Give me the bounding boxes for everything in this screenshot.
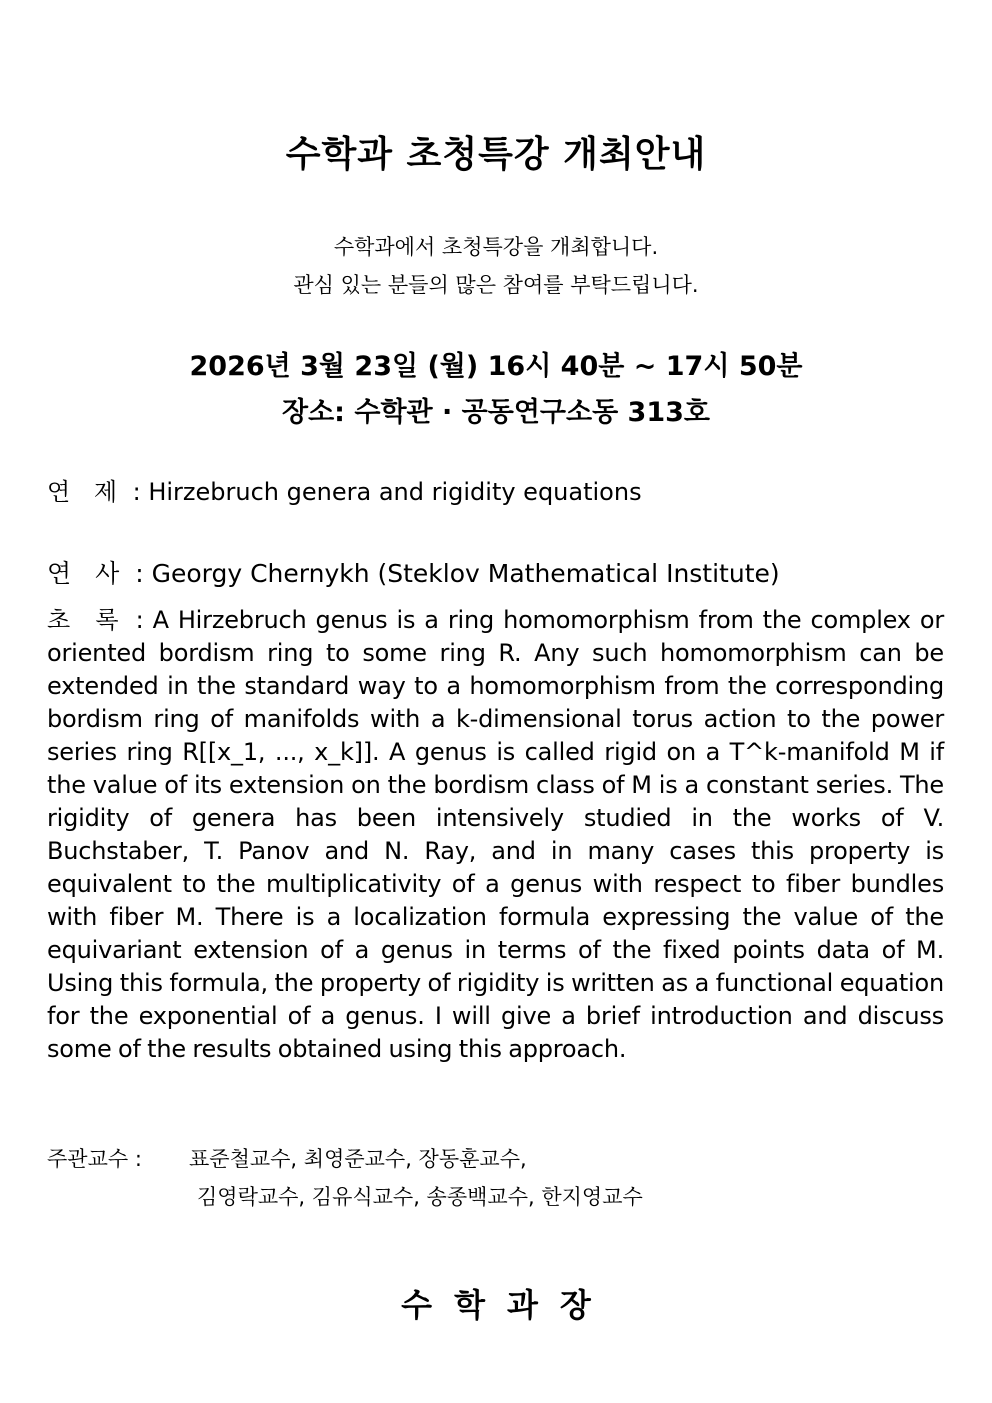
- event-datetime: 2026년 3월 23일 (월) 16시 40분 ~ 17시 50분: [189, 351, 803, 382]
- abstract-row: [47, 604, 944, 1066]
- speaker-separator: :: [127, 559, 152, 588]
- abstract-label: 초 록: [47, 606, 127, 634]
- topic-separator: :: [125, 478, 149, 506]
- page-title: 수학과 초청특강 개최안내: [285, 134, 707, 175]
- intro-line-1: 수학과에서 초청특강을 개최합니다.: [333, 235, 659, 259]
- event-info: [0, 344, 992, 436]
- topic-label: 연 제: [47, 478, 125, 506]
- organizers: [47, 1140, 643, 1216]
- organizers-label: 주관교수 :: [47, 1147, 142, 1171]
- intro-line-2: 관심 있는 분들의 많은 참여를 부탁드립니다.: [293, 273, 699, 297]
- organizers-line-2: 김영락교수, 김유식교수, 송종백교수, 한지영교수: [197, 1185, 643, 1209]
- topic-row: [47, 472, 944, 507]
- topic-value: Hirzebruch genera and rigidity equations: [148, 478, 642, 506]
- abstract-text: A Hirzebruch genus is a ring homomorphism from the complex or oriented bordism ring to some ring R. Any such homomorphism can be extended in the standard way to a homomorphism from the corresponding bordism ring of manifolds with a k-dimensional torus action to the power series ring R[[x_1, ..., x_k]]. A genus is called rigid on a T^k-manifold M if the value of its extension on the bordism class of M is a constant series. The rigidity of genera has been intensively studied in the works of V. Buchstaber, T. Panov and N. Ray, and in many cases this property is equivalent to the multiplicativity of a genus with respect to fiber bundles with fiber M. There is a localization formula expressing the value of the equivariant extension of a genus in terms of the fixed points data of M. Using this formula, the property of rigidity is written as a functional equation for the exponential of a genus. I will give a brief introduction and discuss some of the results obtained using this approach.: [47, 606, 944, 1063]
- organizers-line-1: 표준철교수, 최영준교수, 장동훈교수,: [189, 1147, 527, 1171]
- abstract-separator: :: [126, 606, 153, 634]
- signature: 수학과장: [401, 1286, 613, 1324]
- speaker-value: Georgy Chernykh (Steklov Mathematical Institute): [151, 559, 780, 588]
- speaker-row: [47, 554, 944, 590]
- intro-text: [0, 228, 992, 304]
- speaker-label: 연 사: [47, 559, 128, 588]
- event-location: 장소: 수학관 · 공동연구소동 313호: [282, 397, 710, 428]
